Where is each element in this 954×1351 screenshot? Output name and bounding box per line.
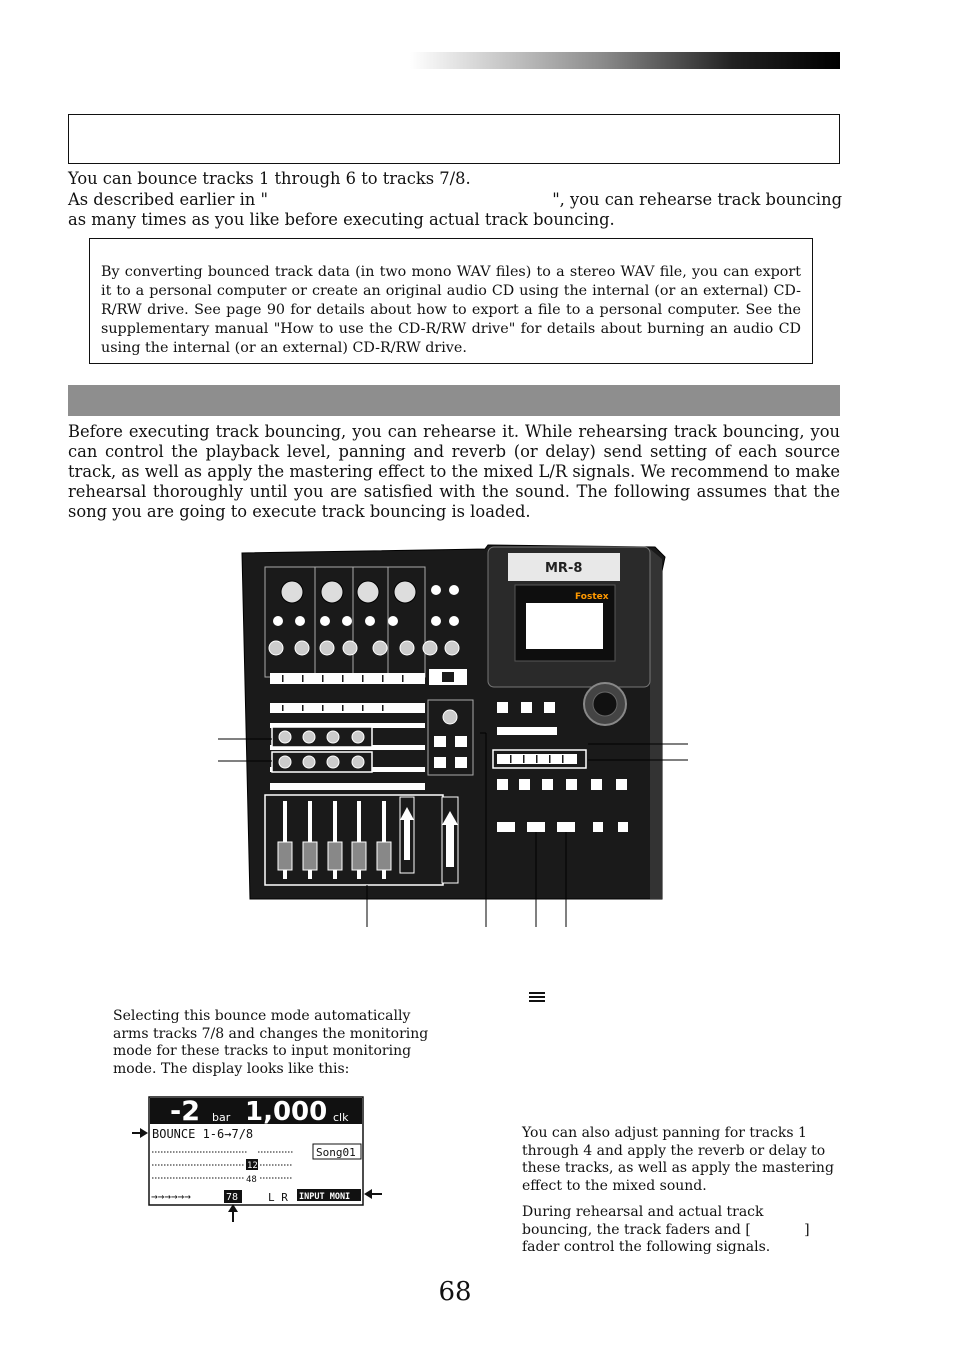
lcd-song-label: Song01 xyxy=(316,1146,356,1159)
device-model-label: MR-8 xyxy=(545,561,583,576)
lcd-track-arrows: →→→→→→ xyxy=(151,1190,191,1203)
section-title-box xyxy=(68,114,840,164)
lcd-lr-label: L R xyxy=(268,1191,288,1204)
lcd-display xyxy=(148,1096,364,1206)
lcd-input-moni: INPUT MONI xyxy=(299,1192,351,1202)
lcd-meter-48: 48 xyxy=(246,1175,257,1185)
right-col-para-2: During rehearsal and actual track bouncing, the track faders and [ ] fader control the following signals. xyxy=(522,1204,810,1256)
section-heading-bar xyxy=(68,385,840,416)
intro-line-3: as many times as you like before executing actual track bouncing. xyxy=(68,210,615,229)
header-gradient-bar xyxy=(410,52,840,69)
menu-lines-icon xyxy=(529,991,545,1003)
lcd-bar-value: -2 xyxy=(170,1096,200,1127)
rehearsal-paragraph: Before executing track bouncing, you can rehearse it. While rehearsing track bouncing, you can control the playback level, panning and reverb (or delay) send setting of each source track, as well as apply the mastering effect to the mixed L/R signals. We recommend to make rehearsal thoroughly until you are satisfied with the sound. The following assumes that the song you are going to execute track bouncing is loaded. xyxy=(68,422,840,521)
lcd-tracks-78: 78 xyxy=(226,1192,239,1203)
note-text: By converting bounced track data (in two mono WAV files) to a stereo WAV file, you can export it to a personal computer or create an original audio CD using the internal (or an external) CD-R/RW drive. See page 90 for details about how to export a file to a personal computer. See the supplementary manual "How to use the CD-R/RW drive" for details about burning an audio CD using the internal (or an external) CD-R/RW drive. xyxy=(101,264,801,356)
callout-arrow-left-icon xyxy=(132,1128,148,1138)
lcd-clk-value: 1,000 xyxy=(245,1097,328,1127)
intro-line-1: You can bounce tracks 1 through 6 to tracks 7/8. xyxy=(68,169,471,188)
page-number: 68 xyxy=(438,1277,472,1307)
intro-line-2 xyxy=(68,190,842,211)
bounce-mode-note: Selecting this bounce mode automatically arms tracks 7/8 and changes the monitoring mode for these tracks to input monitoring mode. The display looks like this: xyxy=(113,1008,429,1077)
note-box xyxy=(89,238,813,364)
callout-arrow-right-icon xyxy=(364,1189,382,1199)
lcd-meter-12: 12 xyxy=(247,1161,258,1171)
lcd-bounce-mode: BOUNCE 1-6→7/8 xyxy=(152,1127,254,1141)
mr8-device-illustration xyxy=(210,535,700,930)
intro-line-2-start: As described earlier in " xyxy=(68,189,268,209)
lcd-bar-unit: bar xyxy=(212,1111,231,1124)
device-brand-label: Fostex xyxy=(575,592,609,602)
callout-arrow-up-icon xyxy=(228,1204,238,1222)
intro-paragraph xyxy=(68,169,842,231)
lcd-clk-unit: clk xyxy=(333,1111,349,1124)
intro-line-2-end: ", you can rehearse track bouncing xyxy=(552,189,842,209)
right-col-para-1: You can also adjust panning for tracks 1 through 4 and apply the reverb or delay to these tracks, as well as apply the mastering effect to the mixed sound. xyxy=(522,1125,834,1194)
